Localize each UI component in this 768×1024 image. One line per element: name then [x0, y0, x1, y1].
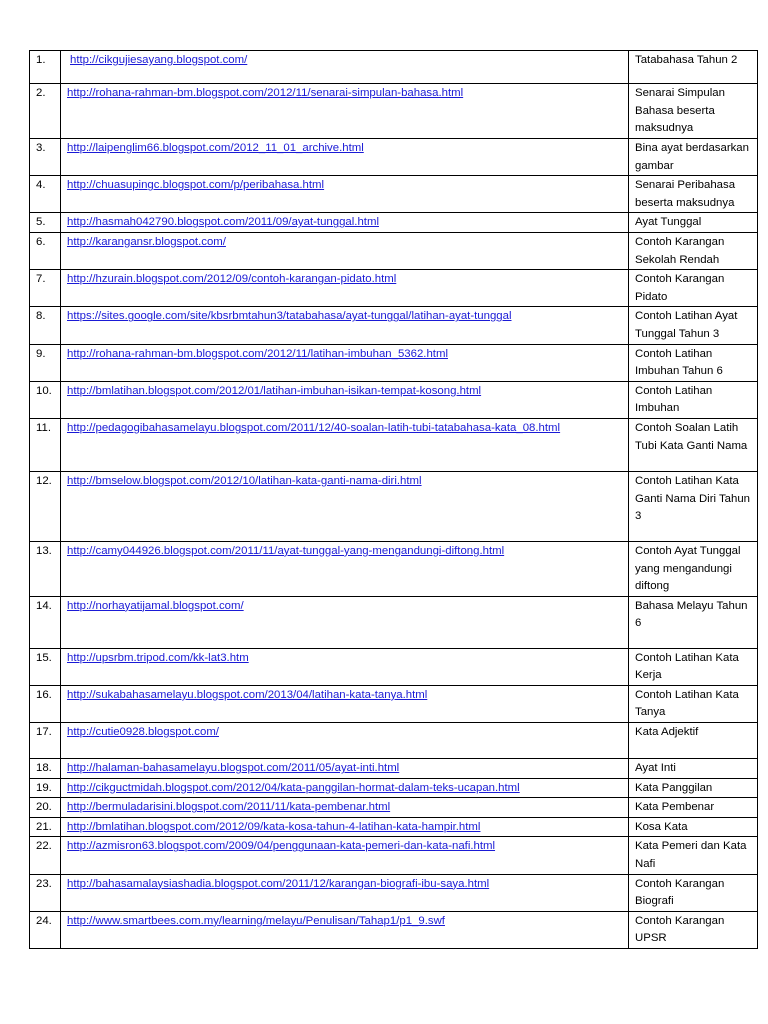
url-cell: [61, 344, 629, 381]
url-cell: [61, 798, 629, 818]
description-cell: Kata Adjektif: [629, 723, 758, 759]
row-number: 1.: [30, 51, 61, 84]
row-number: 21.: [30, 817, 61, 837]
table-row: [30, 344, 758, 381]
row-number: 13.: [30, 541, 61, 596]
url-link[interactable]: http://hzurain.blogspot.com/2012/09/contoh-karangan-pidato.html: [67, 273, 397, 286]
url-link[interactable]: http://laipenglim66.blogspot.com/2012_11_01_archive.html: [67, 142, 364, 154]
description-cell: Contoh Karangan Sekolah Rendah: [629, 232, 758, 269]
table-row: [30, 381, 758, 418]
description-cell: Contoh Latihan Imbuhan Tahun 6: [629, 344, 758, 381]
row-number: 7.: [30, 270, 61, 307]
url-cell: [61, 307, 629, 344]
url-cell: [61, 418, 629, 471]
row-number: 22.: [30, 837, 61, 874]
url-cell: [61, 471, 629, 541]
url-cell: [61, 270, 629, 307]
table-row: [30, 911, 758, 948]
url-link[interactable]: http://sukabahasamelayu.blogspot.com/2013/04/latihan-kata-tanya.html: [67, 688, 428, 701]
table-row: [30, 471, 758, 541]
row-number: 15.: [30, 648, 61, 685]
table-row: [30, 176, 758, 213]
link-table: [29, 50, 758, 949]
url-link[interactable]: http://bermuladarisini.blogspot.com/2011/11/kata-pembenar.html: [67, 801, 391, 814]
table-row: [30, 232, 758, 269]
description-cell: Kata Panggilan: [629, 778, 758, 798]
table-row: [30, 837, 758, 874]
description-cell: Senarai Simpulan Bahasa beserta maksudnya: [629, 84, 758, 139]
url-link[interactable]: http://upsrbm.tripod.com/kk-lat3.htm: [67, 651, 249, 664]
row-number: 14.: [30, 596, 61, 648]
description-cell: Ayat Inti: [629, 759, 758, 779]
table-row: [30, 84, 758, 139]
url-cell: [61, 176, 629, 213]
table-row: [30, 51, 758, 84]
url-cell: [61, 84, 629, 139]
row-number: 16.: [30, 685, 61, 722]
description-cell: Tatabahasa Tahun 2: [629, 51, 758, 84]
table-row: [30, 723, 758, 759]
table-row: [30, 648, 758, 685]
url-link[interactable]: http://bmlatihan.blogspot.com/2012/09/kata-kosa-tahun-4-latihan-kata-hampir.html: [67, 820, 481, 833]
url-link[interactable]: http://karangansr.blogspot.com/: [67, 235, 226, 248]
url-link[interactable]: http://camy044926.blogspot.com/2011/11/ayat-tunggal-yang-mengandungi-diftong.html: [67, 544, 505, 557]
description-cell: Bina ayat berdasarkan gambar: [629, 139, 758, 176]
url-cell: [61, 837, 629, 874]
url-link[interactable]: http://cutie0928.blogspot.com/: [67, 726, 219, 739]
row-number: 4.: [30, 176, 61, 213]
row-number: 20.: [30, 798, 61, 818]
url-cell: [61, 139, 629, 176]
description-cell: Senarai Peribahasa beserta maksudnya: [629, 176, 758, 213]
url-link[interactable]: http://www.smartbees.com.my/learning/melayu/Penulisan/Tahap1/p1_9.swf: [67, 914, 445, 927]
description-cell: Contoh Karangan UPSR: [629, 911, 758, 948]
row-number: 18.: [30, 759, 61, 779]
url-link[interactable]: https://sites.google.com/site/kbsrbmtahun3/tatabahasa/ayat-tunggal/latihan-ayat-tunggal: [67, 310, 512, 323]
row-number: 2.: [30, 84, 61, 139]
url-link[interactable]: http://norhayatijamal.blogspot.com/: [67, 599, 244, 612]
description-cell: Contoh Latihan Kata Ganti Nama Diri Tahun 3: [629, 471, 758, 541]
row-number: 23.: [30, 874, 61, 911]
row-number: 8.: [30, 307, 61, 344]
url-cell: [61, 596, 629, 648]
url-link[interactable]: http://rohana-rahman-bm.blogspot.com/2012/11/senarai-simpulan-bahasa.html: [67, 87, 464, 99]
url-cell: [61, 685, 629, 722]
url-cell: [61, 213, 629, 233]
description-cell: Contoh Soalan Latih Tubi Kata Ganti Nama: [629, 418, 758, 471]
description-cell: Kata Pembenar: [629, 798, 758, 818]
url-cell: [61, 778, 629, 798]
url-cell: [61, 541, 629, 596]
url-cell: [61, 648, 629, 685]
url-link[interactable]: http://bmselow.blogspot.com/2012/10/latihan-kata-ganti-nama-diri.html: [67, 474, 422, 487]
table-row: [30, 778, 758, 798]
url-link[interactable]: http://bahasamalaysiashadia.blogspot.com/2011/12/karangan-biografi-ibu-saya.html: [67, 877, 490, 890]
url-link[interactable]: http://pedagogibahasamelayu.blogspot.com/2011/12/40-soalan-latih-tubi-tatabahasa-kata_08.html: [67, 421, 561, 434]
url-cell: [61, 723, 629, 759]
table-row: [30, 307, 758, 344]
url-cell: [61, 381, 629, 418]
url-link[interactable]: http://rohana-rahman-bm.blogspot.com/2012/11/latihan-imbuhan_5362.html: [67, 347, 448, 360]
description-cell: Contoh Latihan Kata Tanya: [629, 685, 758, 722]
row-number: 6.: [30, 232, 61, 269]
table-row: [30, 685, 758, 722]
table-row: [30, 418, 758, 471]
row-number: 12.: [30, 471, 61, 541]
link-table-body: [30, 51, 758, 949]
url-link[interactable]: http://azmisron63.blogspot.com/2009/04/penggunaan-kata-pemeri-dan-kata-nafi.html: [67, 840, 496, 853]
url-cell: [61, 232, 629, 269]
url-cell: [61, 51, 629, 84]
url-cell: [61, 874, 629, 911]
description-cell: Contoh Karangan Biografi: [629, 874, 758, 911]
url-cell: [61, 817, 629, 837]
row-number: 3.: [30, 139, 61, 176]
url-link[interactable]: http://bmlatihan.blogspot.com/2012/01/latihan-imbuhan-isikan-tempat-kosong.html: [67, 384, 482, 397]
description-cell: Contoh Ayat Tunggal yang mengandungi diftong: [629, 541, 758, 596]
description-cell: Contoh Latihan Imbuhan: [629, 381, 758, 418]
url-cell: [61, 759, 629, 779]
row-number: 11.: [30, 418, 61, 471]
url-link[interactable]: http://halaman-bahasamelayu.blogspot.com/2011/05/ayat-inti.html: [67, 762, 400, 775]
description-cell: Ayat Tunggal: [629, 213, 758, 233]
description-cell: Contoh Latihan Kata Kerja: [629, 648, 758, 685]
table-row: [30, 541, 758, 596]
url-link[interactable]: http://chuasupingc.blogspot.com/p/peribahasa.html: [67, 179, 325, 192]
description-cell: Contoh Latihan Ayat Tunggal Tahun 3: [629, 307, 758, 344]
url-link[interactable]: http://cikguctmidah.blogspot.com/2012/04/kata-panggilan-hormat-dalam-teks-ucapan.html: [67, 781, 520, 794]
description-cell: Kata Pemeri dan Kata Nafi: [629, 837, 758, 874]
description-cell: Kosa Kata: [629, 817, 758, 837]
row-number: 24.: [30, 911, 61, 948]
row-number: 19.: [30, 778, 61, 798]
table-row: [30, 139, 758, 176]
url-link[interactable]: http://hasmah042790.blogspot.com/2011/09/ayat-tunggal.html: [67, 216, 379, 229]
table-row: [30, 213, 758, 233]
table-row: [30, 270, 758, 307]
table-row: [30, 817, 758, 837]
description-cell: Bahasa Melayu Tahun 6: [629, 596, 758, 648]
table-row: [30, 874, 758, 911]
table-row: [30, 798, 758, 818]
description-cell: Contoh Karangan Pidato: [629, 270, 758, 307]
row-number: 10.: [30, 381, 61, 418]
row-number: 5.: [30, 213, 61, 233]
table-row: [30, 596, 758, 648]
row-number: 17.: [30, 723, 61, 759]
table-row: [30, 759, 758, 779]
row-number: 9.: [30, 344, 61, 381]
url-link[interactable]: http://cikgujiesayang.blogspot.com/: [70, 54, 248, 66]
url-cell: [61, 911, 629, 948]
